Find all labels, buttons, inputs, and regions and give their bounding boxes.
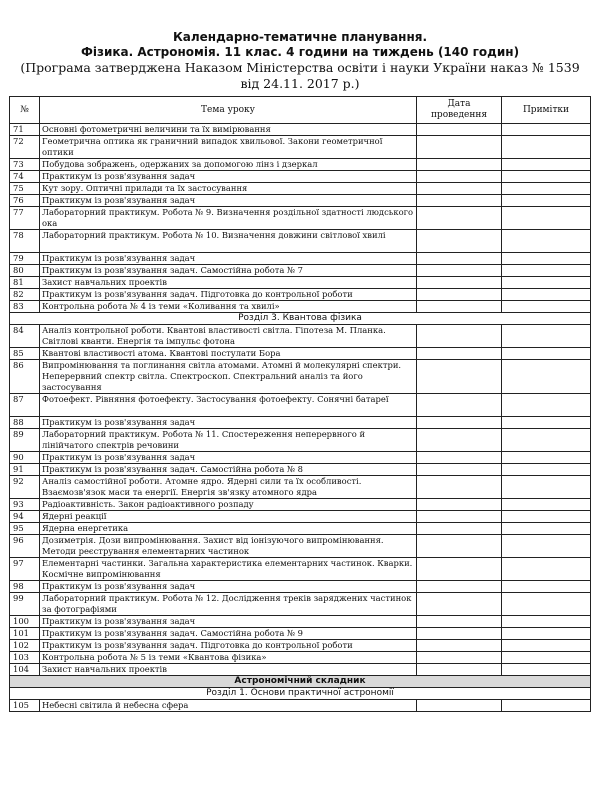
lesson-number: 80 — [10, 265, 40, 277]
lesson-number: 97 — [10, 558, 40, 581]
lesson-number: 92 — [10, 476, 40, 499]
lesson-number: 71 — [10, 124, 40, 136]
program-note: (Програма затверджена Наказом Міністерства освіти і науки України наказ № 1539 — [20, 60, 580, 75]
lesson-date-cell — [417, 593, 502, 616]
doc-subtitle: Фізика. Астрономія. 11 клас. 4 години на тиждень (140 годин) — [80, 45, 520, 59]
lesson-notes-cell — [502, 417, 591, 429]
table-row — [10, 325, 591, 348]
part-row — [10, 676, 591, 688]
lesson-topic: Практикум із розв'язування задач. Самостійна робота № 8 — [40, 464, 417, 476]
lesson-topic: Практикум із розв'язування задач — [40, 195, 417, 207]
col-header-notes: Примітки — [502, 97, 591, 124]
lesson-topic: Основні фотометричні величини та їх вимірювання — [40, 124, 417, 136]
lesson-notes-cell — [502, 664, 591, 676]
lesson-topic: Дозиметрія. Дози випромінювання. Захист від іонізуючого випромінювання. Методи реєстрування елементарних частинок — [40, 535, 417, 558]
lesson-number: 84 — [10, 325, 40, 348]
lesson-date-cell — [417, 452, 502, 464]
lesson-date-cell — [417, 394, 502, 417]
lesson-date-cell — [417, 207, 502, 230]
lesson-number: 77 — [10, 207, 40, 230]
col-header-date: Дата проведення — [417, 97, 502, 124]
lesson-number: 98 — [10, 581, 40, 593]
lesson-notes-cell — [502, 452, 591, 464]
lesson-topic: Практикум із розв'язування задач. Самостійна робота № 9 — [40, 628, 417, 640]
lesson-notes-cell — [502, 700, 591, 712]
table-row — [10, 301, 591, 313]
lesson-topic: Практикум із розв'язування задач — [40, 581, 417, 593]
lesson-date-cell — [417, 230, 502, 253]
table-row — [10, 348, 591, 360]
table-row — [10, 183, 591, 195]
lesson-topic: Випромінювання та поглинання світла атомами. Атомні й молекулярні спектри. Неперервний спектр світла. Спектроскоп. Спектральний аналіз та його застосування — [40, 360, 417, 394]
section-row — [10, 313, 591, 325]
table-row — [10, 195, 591, 207]
lesson-notes-cell — [502, 535, 591, 558]
lesson-topic: Небесні світила й небесна сфера — [40, 700, 417, 712]
lesson-topic: Побудова зображень, одержаних за допомогою лінз і дзеркал — [40, 159, 417, 171]
lesson-number: 96 — [10, 535, 40, 558]
lesson-number: 74 — [10, 171, 40, 183]
table-row — [10, 499, 591, 511]
lesson-notes-cell — [502, 558, 591, 581]
lesson-date-cell — [417, 301, 502, 313]
table-row — [10, 429, 591, 452]
lesson-number: 78 — [10, 230, 40, 253]
lesson-notes-cell — [502, 230, 591, 253]
lesson-date-cell — [417, 195, 502, 207]
lesson-topic: Захист навчальних проектів — [40, 277, 417, 289]
lesson-date-cell — [417, 289, 502, 301]
lesson-number: 76 — [10, 195, 40, 207]
table-row — [10, 253, 591, 265]
program-date: від 24.11. 2017 р.) — [240, 76, 360, 91]
lesson-number: 99 — [10, 593, 40, 616]
lesson-notes-cell — [502, 616, 591, 628]
lesson-date-cell — [417, 664, 502, 676]
lesson-number: 91 — [10, 464, 40, 476]
table-row — [10, 230, 591, 253]
lesson-number: 102 — [10, 640, 40, 652]
table-row — [10, 171, 591, 183]
lesson-date-cell — [417, 499, 502, 511]
lesson-notes-cell — [502, 253, 591, 265]
lesson-topic: Лабораторний практикум. Робота № 10. Визначення довжини світлової хвилі — [40, 230, 417, 253]
lesson-date-cell — [417, 700, 502, 712]
lesson-topic: Ядерна енергетика — [40, 523, 417, 535]
col-header-num: № — [10, 97, 40, 124]
lesson-notes-cell — [502, 499, 591, 511]
lesson-topic: Контрольна робота № 4 із теми «Коливання та хвилі» — [40, 301, 417, 313]
table-row — [10, 207, 591, 230]
lesson-date-cell — [417, 511, 502, 523]
lesson-number: 87 — [10, 394, 40, 417]
lesson-topic: Лабораторний практикум. Робота № 12. Дослідження треків заряджених частинок за фотографіями — [40, 593, 417, 616]
lesson-number: 86 — [10, 360, 40, 394]
lesson-notes-cell — [502, 171, 591, 183]
lesson-number: 81 — [10, 277, 40, 289]
lesson-notes-cell — [502, 464, 591, 476]
lesson-number: 94 — [10, 511, 40, 523]
lesson-notes-cell — [502, 325, 591, 348]
table-row — [10, 360, 591, 394]
lesson-date-cell — [417, 183, 502, 195]
lesson-topic: Елементарні частинки. Загальна характеристика елементарних частинок. Кварки. Космічне випромінювання — [40, 558, 417, 581]
lesson-date-cell — [417, 640, 502, 652]
lesson-number: 100 — [10, 616, 40, 628]
lesson-notes-cell — [502, 289, 591, 301]
table-row — [10, 464, 591, 476]
lesson-notes-cell — [502, 195, 591, 207]
table-row — [10, 452, 591, 464]
lesson-notes-cell — [502, 265, 591, 277]
table-row — [10, 558, 591, 581]
lesson-notes-cell — [502, 581, 591, 593]
lesson-number: 79 — [10, 253, 40, 265]
lesson-topic: Радіоактивність. Закон радіоактивного розпаду — [40, 499, 417, 511]
lesson-topic: Аналіз контрольної роботи. Квантові властивості світла. Гіпотеза М. Планка. Світлові кванти. Енергія та імпульс фотона — [40, 325, 417, 348]
lesson-notes-cell — [502, 511, 591, 523]
lesson-topic: Практикум із розв'язування задач. Самостійна робота № 7 — [40, 265, 417, 277]
lesson-notes-cell — [502, 348, 591, 360]
table-row — [10, 417, 591, 429]
table-row — [10, 652, 591, 664]
lesson-date-cell — [417, 277, 502, 289]
lesson-date-cell — [417, 171, 502, 183]
lesson-date-cell — [417, 464, 502, 476]
lesson-date-cell — [417, 348, 502, 360]
lesson-date-cell — [417, 429, 502, 452]
table-row — [10, 700, 591, 712]
table-row — [10, 628, 591, 640]
lesson-number: 88 — [10, 417, 40, 429]
doc-title: Календарно-тематичне планування. — [172, 30, 428, 44]
lesson-topic: Фотоефект. Рівняння фотоефекту. Застосування фотоефекту. Сонячні батареї — [40, 394, 417, 417]
table-row — [10, 277, 591, 289]
lesson-plan-table — [9, 96, 591, 712]
lesson-topic: Практикум із розв'язування задач — [40, 417, 417, 429]
table-row — [10, 124, 591, 136]
lesson-topic: Практикум із розв'язування задач. Підготовка до контрольної роботи — [40, 640, 417, 652]
lesson-number: 75 — [10, 183, 40, 195]
lesson-number: 85 — [10, 348, 40, 360]
section-title: Розділ 1. Основи практичної астрономії — [10, 688, 591, 700]
lesson-topic: Ядерні реакції — [40, 511, 417, 523]
lesson-date-cell — [417, 628, 502, 640]
lesson-date-cell — [417, 325, 502, 348]
lesson-notes-cell — [502, 628, 591, 640]
table-row — [10, 616, 591, 628]
lesson-number: 90 — [10, 452, 40, 464]
lesson-date-cell — [417, 253, 502, 265]
lesson-topic: Захист навчальних проектів — [40, 664, 417, 676]
table-row — [10, 136, 591, 159]
lesson-notes-cell — [502, 523, 591, 535]
lesson-date-cell — [417, 476, 502, 499]
lesson-number: 89 — [10, 429, 40, 452]
table-body — [10, 124, 591, 712]
lesson-notes-cell — [502, 124, 591, 136]
section-title: Розділ 3. Квантова фізика — [10, 313, 591, 325]
lesson-number: 104 — [10, 664, 40, 676]
lesson-date-cell — [417, 360, 502, 394]
lesson-date-cell — [417, 581, 502, 593]
lesson-notes-cell — [502, 301, 591, 313]
table-row — [10, 476, 591, 499]
lesson-number: 95 — [10, 523, 40, 535]
table-row — [10, 394, 591, 417]
lesson-topic: Лабораторний практикум. Робота № 11. Спостереження неперервного й лінійчатого спектрів речовини — [40, 429, 417, 452]
lesson-date-cell — [417, 616, 502, 628]
lesson-topic: Практикум із розв'язування задач — [40, 171, 417, 183]
part-title: Астрономічний складник — [10, 676, 591, 688]
table-header-row — [10, 97, 591, 124]
table-row — [10, 523, 591, 535]
table-row — [10, 511, 591, 523]
lesson-topic: Квантові властивості атома. Квантові постулати Бора — [40, 348, 417, 360]
table-row — [10, 159, 591, 171]
lesson-notes-cell — [502, 207, 591, 230]
lesson-topic: Лабораторний практикум. Робота № 9. Визначення роздільної здатності людського ока — [40, 207, 417, 230]
lesson-notes-cell — [502, 360, 591, 394]
lesson-date-cell — [417, 136, 502, 159]
lesson-topic: Геометрична оптика як граничний випадок хвильової. Закони геометричної оптики — [40, 136, 417, 159]
lesson-topic: Практикум із розв'язування задач. Підготовка до контрольної роботи — [40, 289, 417, 301]
lesson-number: 101 — [10, 628, 40, 640]
lesson-notes-cell — [502, 183, 591, 195]
lesson-number: 105 — [10, 700, 40, 712]
lesson-date-cell — [417, 265, 502, 277]
table-row — [10, 289, 591, 301]
lesson-notes-cell — [502, 476, 591, 499]
lesson-topic: Практикум із розв'язування задач — [40, 616, 417, 628]
lesson-topic: Практикум із розв'язування задач — [40, 253, 417, 265]
lesson-notes-cell — [502, 640, 591, 652]
lesson-number: 73 — [10, 159, 40, 171]
lesson-topic: Аналіз самостійної роботи. Атомне ядро. Ядерні сили та їх особливості. Взаємозв'язок маси та енергії. Енергія зв'язку атомного ядра — [40, 476, 417, 499]
table-row — [10, 593, 591, 616]
table-row — [10, 265, 591, 277]
table-row — [10, 581, 591, 593]
lesson-number: 93 — [10, 499, 40, 511]
lesson-notes-cell — [502, 394, 591, 417]
table-row — [10, 664, 591, 676]
lesson-date-cell — [417, 417, 502, 429]
lesson-topic: Кут зору. Оптичні прилади та їх застосування — [40, 183, 417, 195]
lesson-date-cell — [417, 652, 502, 664]
document-header — [0, 30, 600, 92]
lesson-notes-cell — [502, 136, 591, 159]
lesson-notes-cell — [502, 652, 591, 664]
lesson-notes-cell — [502, 593, 591, 616]
lesson-notes-cell — [502, 429, 591, 452]
lesson-number: 103 — [10, 652, 40, 664]
lesson-notes-cell — [502, 159, 591, 171]
lesson-date-cell — [417, 558, 502, 581]
table-row — [10, 640, 591, 652]
table-row — [10, 535, 591, 558]
lesson-topic: Практикум із розв'язування задач — [40, 452, 417, 464]
col-header-topic: Тема уроку — [40, 97, 417, 124]
section-row — [10, 688, 591, 700]
lesson-date-cell — [417, 124, 502, 136]
lesson-topic: Контрольна робота № 5 із теми «Квантова фізика» — [40, 652, 417, 664]
lesson-date-cell — [417, 159, 502, 171]
lesson-number: 72 — [10, 136, 40, 159]
lesson-date-cell — [417, 523, 502, 535]
lesson-notes-cell — [502, 277, 591, 289]
lesson-date-cell — [417, 535, 502, 558]
lesson-number: 83 — [10, 301, 40, 313]
lesson-number: 82 — [10, 289, 40, 301]
